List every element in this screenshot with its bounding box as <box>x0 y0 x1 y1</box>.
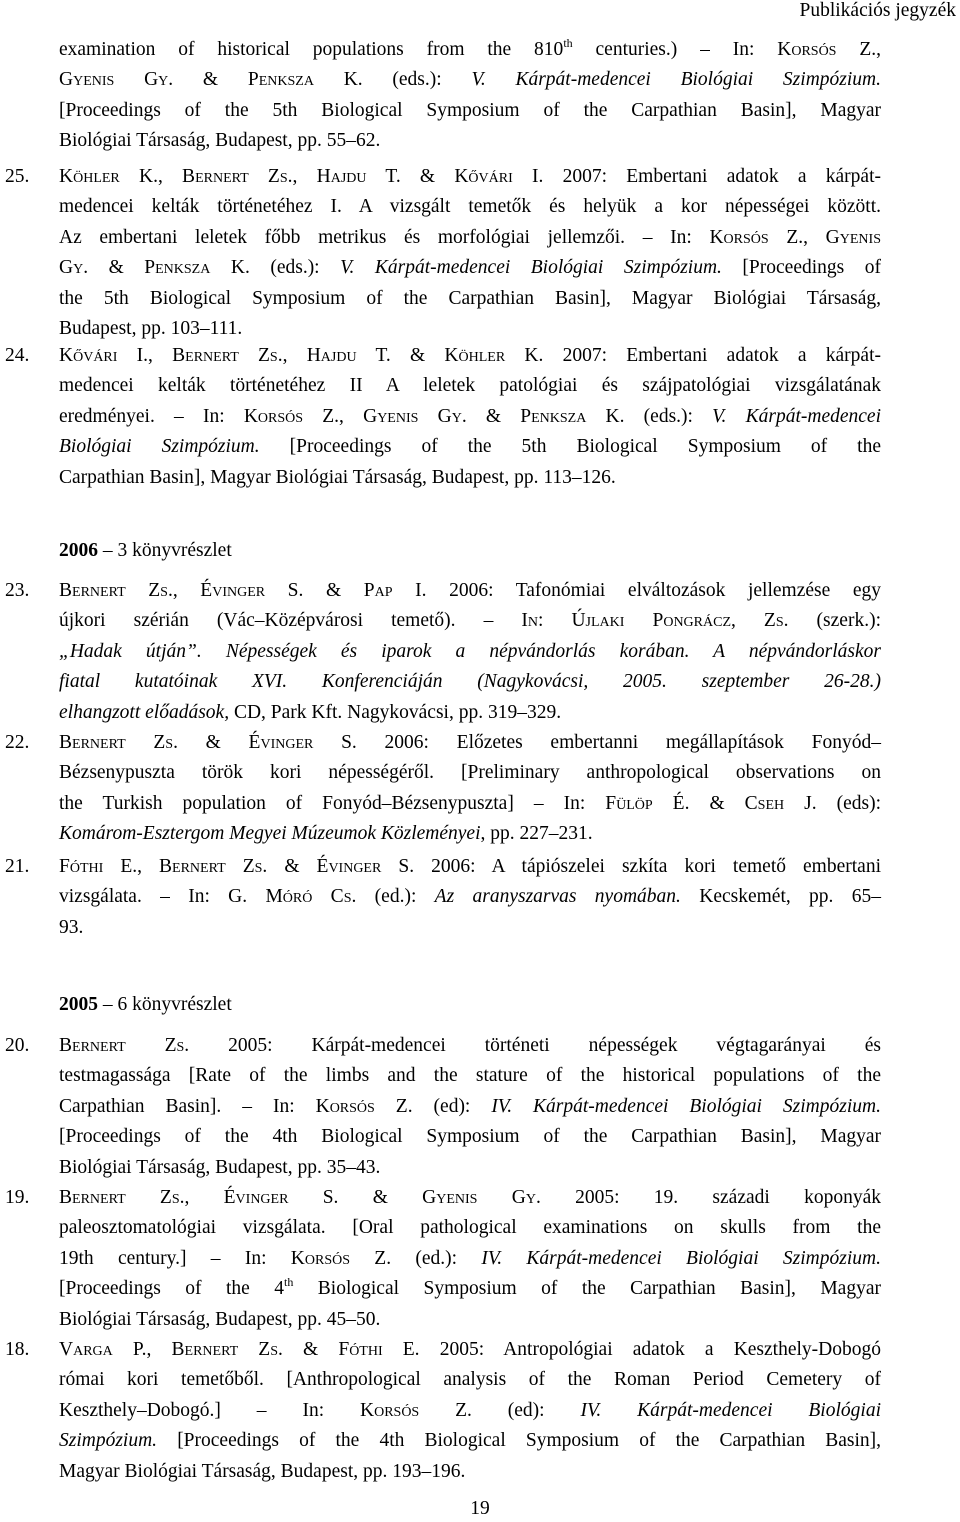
entry-text: Köhler K., Bernert Zs., Hajdu T. & Kővári I. 2007: Embertani adatok a kárpát- medencei kelták történetéhez I. A vizsgált temetők és helyük a kor népességei között. Az embertani leletek főbb metrikus és morfológiai jellemzői. – In: Korsós Z., Gyenis Gy. & Penksza K. (eds.): V. Kárpát-medencei Biológiai Szimpózium. [Proceedings of the 5th Biological Symposium of the Carpathian Basin], Magyar Biológiai Társaság, Budapest, pp. 103–111. <box>59 166 881 340</box>
year-heading-label: 3 könyvrészlet <box>117 540 232 561</box>
entry-number: 18. <box>5 1339 30 1360</box>
entry-number: 20. <box>5 1035 30 1056</box>
entry-text: Bernert Zs. & Évinger S. 2006: Előzetes embertanni megállapítások Fonyód– Bézsenypuszta török kori népességéről. [Preliminary anthropological observations on the Turkish population of Fonyód–Bézsenypuszta] – In: Fülöp É. & Cseh J. (eds): Komárom-Esztergom Megyei Múzeumok Közleményei, pp. 227–231. <box>59 732 881 845</box>
year-heading: 2006 – 3 könyvrészlet <box>59 540 232 561</box>
entry-number: 19. <box>5 1187 30 1208</box>
year-heading-year: 2005 <box>59 994 98 1015</box>
running-header: Publikációs jegyzék <box>799 0 956 21</box>
year-heading: 2005 – 6 könyvrészlet <box>59 994 232 1015</box>
entry-text: Fóthi E., Bernert Zs. & Évinger S. 2006: A tápiószelei szkíta kori temető embertani vizsgálata. – In: G. Móró Cs. (ed.): Az aranyszarvas nyomában. Kecskemét, pp. 65– 93. <box>59 856 881 938</box>
entry-text: Kővári I., Bernert Zs., Hajdu T. & Köhler K. 2007: Embertani adatok a kárpát- medencei kelták történetéhez II A leletek patológiai és szájpatológiai vizsgálatának eredményei. – In: Korsós Z., Gyenis Gy. & Penksza K. (eds.): V. Kárpát-medencei Biológiai Szimpózium. [Proceedings of the 5th Biological Symposium of the Carpathian Basin], Magyar Biológiai Társaság, Budapest, pp. 113–126. <box>59 345 882 488</box>
entry-number: 25. <box>5 166 30 187</box>
entry-number: 24. <box>5 345 30 366</box>
entry-number: 22. <box>5 732 30 753</box>
page-number: 19 <box>470 1498 490 1519</box>
entry-text: examination of historical populations from the 810th centuries.) – In: Korsós Z., Gyenis Gy. & Penksza K. (eds.): V. Kárpát-medencei Biológiai Szimpózium. [Proceedings of the 5th Biological Symposium of the Carpathian Basin], Magyar Biológiai Társaság, Budapest, pp. 55–62. <box>59 36 881 152</box>
entry-text: Bernert Zs. 2005: Kárpát-medencei történeti népességek végtagarányai és testmagassága [Rate of the limbs and the stature of the historical populations of the Carpathian Basin]. – In: Korsós Z. (ed): IV. Kárpát-medencei Biológiai Szimpózium. [Proceedings of the 4th Biological Symposium of the Carpathian Basin], Magyar Biológiai Társaság, Budapest, pp. 35–43. <box>59 1035 881 1178</box>
entry-number: 21. <box>5 856 30 877</box>
entry-text: Bernert Zs., Évinger S. & Pap I. 2006: Tafonómiai elváltozások jellemzése egy újkori szérián (Vác–Középvárosi temető). – In: Újlaki Pongrácz, Zs. (szerk.): „Hadak útján”. Népességek és iparok a népvándorlás korában. A népvándorláskor fiatal kutatóinak XVI. Konferenciáján (Nagykovácsi, 2005. szeptember 26-28.) elhangzott előadások, CD, Park Kft. Nagykovácsi, pp. 319–329. <box>59 580 882 723</box>
entry-number: 23. <box>5 580 30 601</box>
year-heading-label: 6 könyvrészlet <box>117 994 232 1015</box>
entry-text: Bernert Zs., Évinger S. & Gyenis Gy. 2005: 19. századi koponyák paleosztomatológiai vizsgálata. [Oral pathological examinations on skulls from the 19th century.] – In: Korsós Z. (ed.): IV. Kárpát-medencei Biológiai Szimpózium. [Proceedings of the 4th Biological Symposium of the Carpathian Basin], Magyar Biológiai Társaság, Budapest, pp. 45–50. <box>59 1187 881 1330</box>
year-heading-year: 2006 <box>59 540 98 561</box>
entry-text: Varga P., Bernert Zs. & Fóthi E. 2005: Antropológiai adatok a Keszthely-Dobogó római kori temetőből. [Anthropological analysis of the Roman Period Cemetery of Keszthely–Dobogó.] – In: Korsós Z. (ed): IV. Kárpát-medencei Biológiai Szimpózium. [Proceedings of the 4th Biological Symposium of the Carpathian Basin], Magyar Biológiai Társaság, Budapest, pp. 193–196. <box>59 1339 881 1482</box>
